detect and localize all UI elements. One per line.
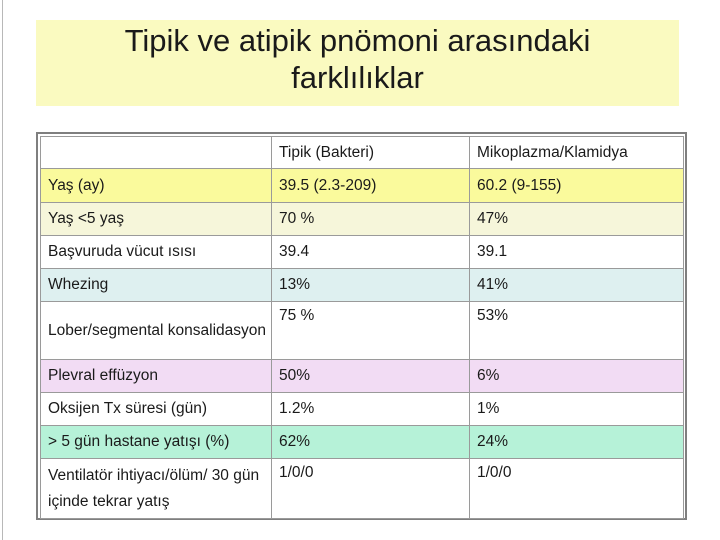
atypical-value: 53%	[470, 302, 684, 360]
table-row	[41, 360, 684, 393]
header-cell-empty	[41, 137, 272, 169]
atypical-value: 1/0/0	[470, 459, 684, 519]
comparison-table	[40, 136, 684, 519]
row-label: Lober/segmental konsalidasyon	[41, 302, 272, 360]
header-cell-atypical: Mikoplazma/Klamidya	[470, 137, 684, 169]
atypical-value: 47%	[470, 203, 684, 236]
row-label: Başvuruda vücut ısısı	[41, 236, 272, 269]
atypical-value: 60.2 (9-155)	[470, 169, 684, 203]
table-row	[41, 169, 684, 203]
comparison-table-frame	[36, 132, 687, 520]
row-label: Yaş <5 yaş	[41, 203, 272, 236]
table-row	[41, 203, 684, 236]
header-row	[41, 137, 684, 169]
table-row	[41, 459, 684, 519]
atypical-value: 41%	[470, 269, 684, 302]
atypical-value: 24%	[470, 426, 684, 459]
typical-value: 13%	[272, 269, 470, 302]
title-line-1: Tipik ve atipik pnömoni arasındaki	[124, 23, 591, 58]
table-row	[41, 302, 684, 360]
row-label: Whezing	[41, 269, 272, 302]
atypical-value: 1%	[470, 393, 684, 426]
header-cell-typical: Tipik (Bakteri)	[272, 137, 470, 169]
typical-value: 70 %	[272, 203, 470, 236]
typical-value: 75 %	[272, 302, 470, 360]
row-label: Ventilatör ihtiyacı/ölüm/ 30 gün içinde tekrar yatış	[41, 459, 272, 519]
atypical-value: 39.1	[470, 236, 684, 269]
table-row	[41, 393, 684, 426]
table-row	[41, 269, 684, 302]
typical-value: 39.5 (2.3-209)	[272, 169, 470, 203]
typical-value: 62%	[272, 426, 470, 459]
typical-value: 1.2%	[272, 393, 470, 426]
row-label: > 5 gün hastane yatışı (%)	[41, 426, 272, 459]
left-edge-rule	[2, 0, 3, 540]
table-row	[41, 426, 684, 459]
title-line-2: farklılıklar	[291, 60, 424, 95]
table-row	[41, 236, 684, 269]
typical-value: 50%	[272, 360, 470, 393]
slide-title	[36, 22, 679, 96]
row-label: Plevral effüzyon	[41, 360, 272, 393]
typical-value: 1/0/0	[272, 459, 470, 519]
atypical-value: 6%	[470, 360, 684, 393]
typical-value: 39.4	[272, 236, 470, 269]
row-label: Yaş (ay)	[41, 169, 272, 203]
row-label: Oksijen Tx süresi (gün)	[41, 393, 272, 426]
